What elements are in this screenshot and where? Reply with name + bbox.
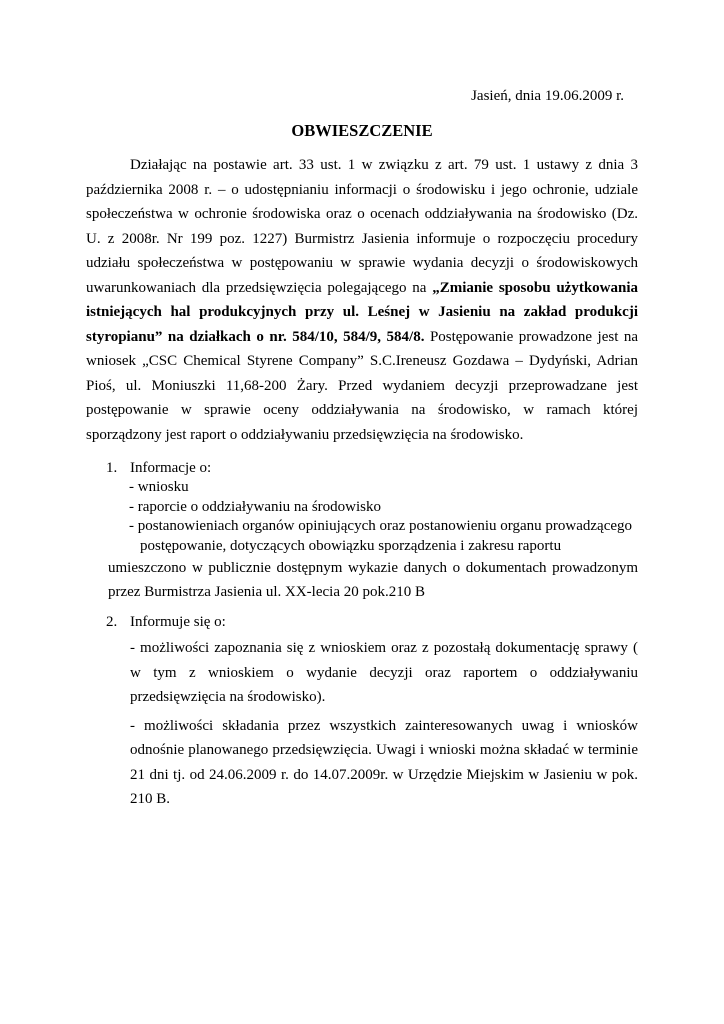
intro-text-part2: Postępowanie prowadzone jest na wniosek „CSC Chemical Styrene Company” S.C.Ireneusz Gozdawa – Dydyński, Adrian Pioś, ul. Moniuszki 11,68-200 Żary. Przed wydaniem decyzji przeprowadzane jest postępowanie w sprawie oceny oddziaływania na środowisko, w ramach której sporządzony jest raport o oddziaływaniu przedsięwzięcia na środowisko. xyxy=(86,328,638,443)
list-item-heading: Informuje się o: xyxy=(130,614,226,630)
intro-paragraph xyxy=(86,153,638,447)
document-date: Jasień, dnia 19.06.2009 r. xyxy=(471,88,624,104)
list-number: 2. xyxy=(106,614,118,630)
list-item-tail: umieszczono w publicznie dostępnym wykazie danych o dokumentach prowadzonym przez Burmistrza Jasienia ul. XX-lecia 20 pok.210 B xyxy=(108,560,638,600)
list-item-paragraph: - możliwości zapoznania się z wnioskiem oraz z pozostałą dokumentację sprawy ( w tym z wnioskiem o wydanie decyzji oraz raportem o oddziaływaniu przedsięwzięcia na środowisko). xyxy=(130,640,638,705)
document-title: OBWIESZCZENIE xyxy=(291,121,433,140)
list-subitem: - wniosku xyxy=(129,479,189,495)
intro-text-part1: Działając na postawie art. 33 ust. 1 w związku z art. 79 ust. 1 ustawy z dnia 3 października 2008 r. – o udostępnianiu informacji o środowisku i jego ochronie, udziale społeczeństwa w ochronie środowiska oraz o ocenach oddziaływania na środowisko (Dz. U. z 2008r. Nr 199 poz. 1227) Burmistrz Jasienia informuje o rozpoczęciu procedury udziału społeczeństwa w postępowaniu w sprawie wydania decyzji o środowiskowych uwarunkowaniach dla przedsięwzięcia polegającego na xyxy=(86,157,638,296)
list-item-heading: Informacje o: xyxy=(130,460,212,476)
list-number: 1. xyxy=(106,460,118,476)
list-item-paragraph: - możliwości składania przez wszystkich zainteresowanych uwag i wniosków odnośnie planowanego przedsięwzięcia. Uwagi i wnioski można składać w terminie 21 dni tj. od 24.06.2009 r. do 14.07.2009r. w Urzędzie Miejskim w Jasieniu w pok. 210 B. xyxy=(130,717,638,807)
intro-project-name: „Zmianie sposobu użytkowania istniejących hal produkcyjnych przy ul. Leśnej w Jasieniu na zakład produkcji styropianu” na działkach o nr. 584/10, 584/9, 584/8. xyxy=(86,279,639,345)
numbered-list xyxy=(86,458,638,812)
list-subitem: - raporcie o oddziaływaniu na środowisko xyxy=(129,498,382,515)
list-item-1 xyxy=(86,458,638,604)
list-subitem: - postanowieniach organów opiniujących oraz postanowieniu organu prowadzącego xyxy=(129,518,633,534)
list-item-2 xyxy=(86,612,638,812)
list-subitem-continuation: postępowanie, dotyczących obowiązku sporządzenia i zakresu raportu xyxy=(140,537,562,554)
